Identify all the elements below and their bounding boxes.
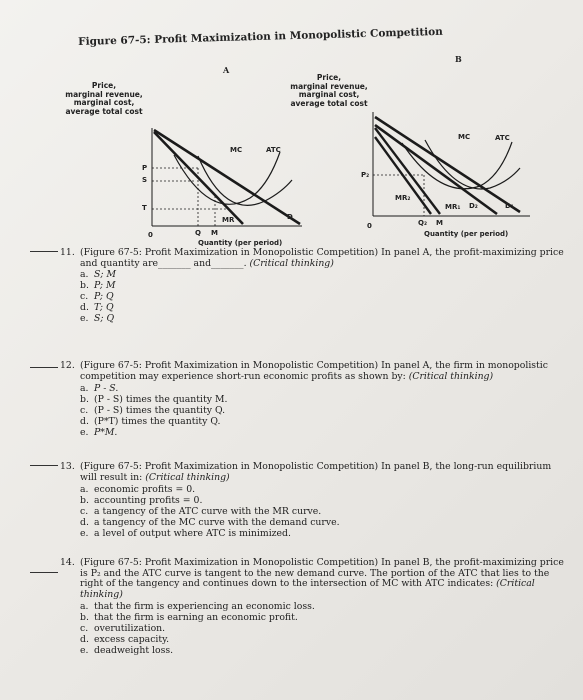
panel-a-d-label: D <box>287 213 293 221</box>
panel-b-origin: 0 <box>367 222 372 230</box>
panel-a-q-mark: Q <box>195 229 201 237</box>
question-stem: (Figure 67-5: Profit Maximization in Monopolistic Competition) In panel A, the profit-maximizing price and quantity are_______ and_______. (Critical thinking) <box>80 247 564 269</box>
option-a: a. economic profits = 0. <box>80 484 196 495</box>
panel-b-mc-curve <box>402 142 512 189</box>
question-number: 13. <box>60 461 75 472</box>
panel-b-mr2-label: MR₂ <box>395 194 411 202</box>
panel-b-p2-mark: P₂ <box>361 171 370 179</box>
panel-b-letter: B <box>455 54 462 64</box>
option-b: b. accounting profits = 0. <box>80 495 203 506</box>
option-b: b. (P - S) times the quantity M. <box>80 394 228 405</box>
panel-a-y-axis-title: Price, marginal revenue, marginal cost, average total cost <box>65 81 143 116</box>
panel-b-mc-label: MC <box>458 133 471 141</box>
panel-a-atc-curve <box>198 156 292 205</box>
option-d: d. excess capacity. <box>80 634 170 645</box>
option-b: b. that the firm is earning an economic profit. <box>80 612 298 623</box>
option-c: c. overutilization. <box>80 623 166 634</box>
answer-blank[interactable] <box>30 367 58 368</box>
option-b: b. P; M <box>80 280 116 291</box>
option-e: e. P*M. <box>80 427 118 438</box>
option-c: c. P; Q <box>80 291 114 302</box>
panel-b-d2-label: D₂ <box>469 202 478 210</box>
panel-a-mr-label: MR <box>222 216 235 224</box>
panel-a-graph <box>152 128 302 226</box>
option-e: e. S; Q <box>80 313 115 324</box>
option-e: e. deadweight loss. <box>80 645 174 656</box>
option-d: d. T; Q <box>80 302 114 313</box>
question-number: 11. <box>60 247 75 258</box>
answer-blank[interactable] <box>30 251 58 252</box>
answer-blank[interactable] <box>30 465 58 466</box>
panel-a-p-mark: P <box>142 164 148 172</box>
answer-blank[interactable] <box>30 572 58 573</box>
question-stem: (Figure 67-5: Profit Maximization in Monopolistic Competition) In panel B, the profit-maximizing price is P₂ and the ATC curve is tangent to the new demand curve. The portion of the ATC that lies to the right of the tangency and continues down to the intersection of MC with ATC indicates: (Critical thinking) <box>80 557 564 600</box>
panel-b-q2-mark: Q₂ <box>418 219 428 227</box>
panel-b-d2-curve <box>375 125 497 214</box>
panel-a-mc-label: MC <box>230 146 243 154</box>
panel-b-atc-label: ATC <box>495 134 510 142</box>
panel-a-t-mark: T <box>142 204 147 212</box>
panel-b-x-axis-title: Quantity (per period) <box>424 230 509 238</box>
panel-a-letter: A <box>223 65 230 75</box>
question-stem: (Figure 67-5: Profit Maximization in Monopolistic Competition) In panel A, the firm in monopolistic competition may experience short-run economic profits as shown by: (Critical thinking) <box>80 360 548 382</box>
option-e: e. a level of output where ATC is minimized. <box>80 528 291 539</box>
option-d: d. (P*T) times the quantity Q. <box>80 416 221 427</box>
panel-b-mr1-label: MR₁ <box>445 203 461 211</box>
option-d: d. a tangency of the MC curve with the demand curve. <box>80 517 340 528</box>
figure-title: Figure 67-5: Profit Maximization in Monopolistic Competition <box>78 25 444 48</box>
panel-b-m-mark: M <box>436 219 443 227</box>
panel-a-demand-curve <box>154 130 300 224</box>
question-number: 12. <box>60 360 75 371</box>
panel-a-origin: 0 <box>148 231 153 239</box>
option-a: a. S; M <box>80 269 116 280</box>
panel-b-y-axis-title: Price, marginal revenue, marginal cost, average total cost <box>290 73 368 108</box>
option-c: c. a tangency of the ATC curve with the MR curve. <box>80 506 322 517</box>
option-a: a. P - S. <box>80 383 119 394</box>
question-number: 14. <box>60 557 75 568</box>
panel-b-d1-label: D₁ <box>505 202 514 210</box>
panel-a-m-mark: M <box>211 229 218 237</box>
panel-a-atc-label: ATC <box>266 146 281 154</box>
panel-a-x-axis-title: Quantity (per period) <box>198 239 283 247</box>
option-c: c. (P - S) times the quantity Q. <box>80 405 226 416</box>
question-stem: (Figure 67-5: Profit Maximization in Monopolistic Competition) In panel B, the long-run equilibrium will result in: (Critical thinking) <box>80 461 552 483</box>
option-a: a. that the firm is experiencing an economic loss. <box>80 601 315 612</box>
panel-a-s-mark: S <box>142 176 148 184</box>
